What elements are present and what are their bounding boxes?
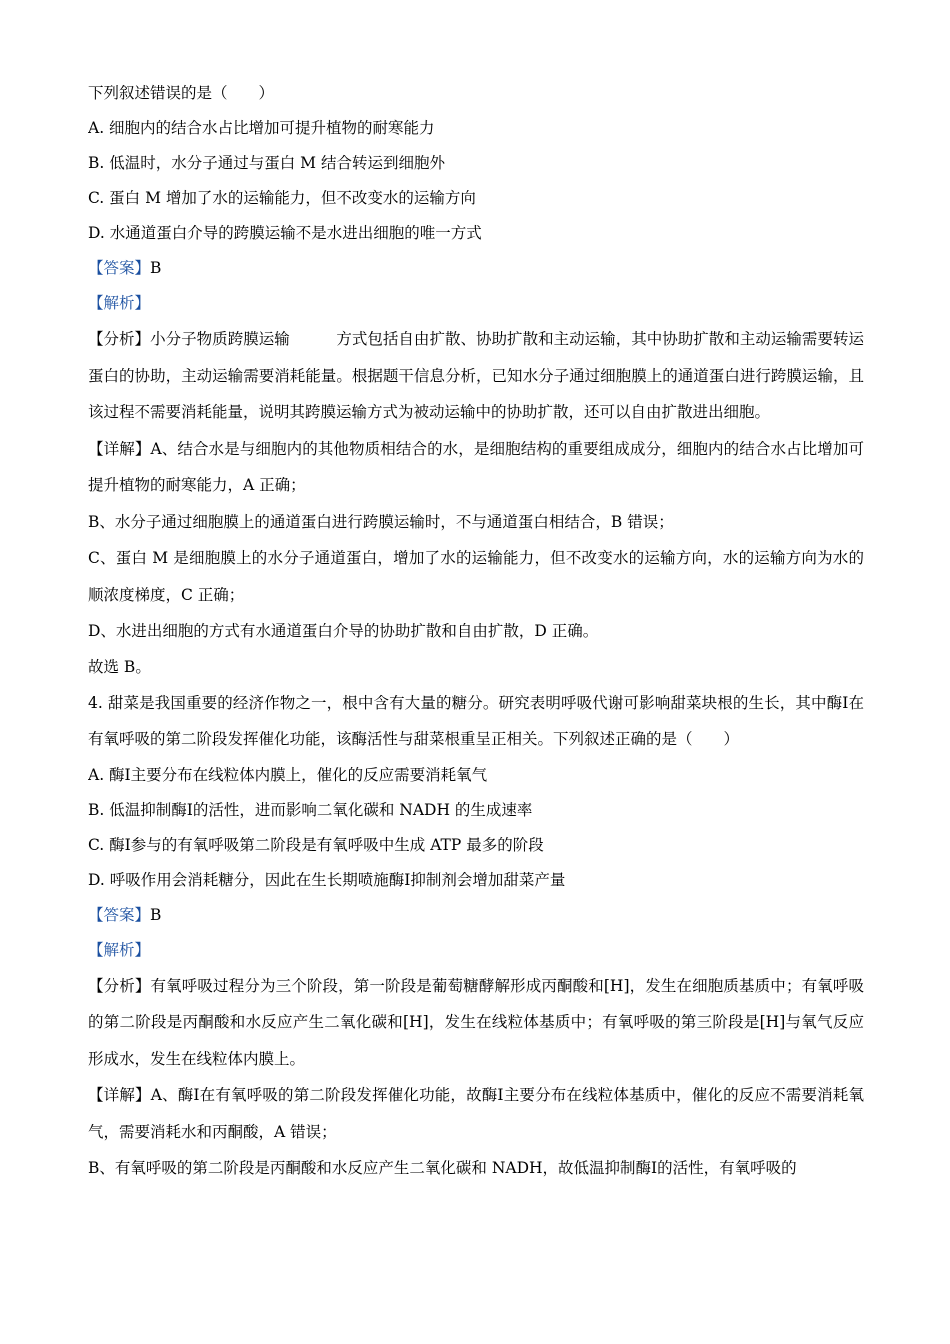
xiangjie-tag: 【详解】 [88,1086,151,1104]
q3-option-c: C. 蛋白 M 增加了水的运输能力，但不改变水的运输方向 [88,189,476,207]
analysis-tag: 【解析】 [88,294,151,312]
xiangjie-a-text: A、结合水是与细胞内的其他物质相结合的水，是细胞结构的重要组成成分，细胞内的结合水占比增加可提升植物的耐寒能力，A 正确； [88,439,864,494]
q3-stem-tail: 下列叙述错误的是（ ） [88,84,275,102]
q3-option-b: B. 低温时，水分子通过与蛋白 M 结合转运到细胞外 [88,154,445,172]
answer-value: B [150,905,162,924]
q4-option-d: D. 呼吸作用会消耗糖分，因此在生长期喷施酶Ⅰ抑制剂会增加甜菜产量 [88,870,566,889]
answer-tag: 【答案】 [88,259,151,277]
q4-option-b: B. 低温抑制酶Ⅰ的活性，进而影响二氧化碳和 NADH 的生成速率 [88,800,533,819]
q3-fenxi [88,321,864,431]
q3-xiangjie-b: B、水分子通过细胞膜上的通道蛋白进行跨膜运输时，不与通道蛋白相结合，B 错误； [88,512,674,531]
q4-stem: 4. 甜菜是我国重要的经济作物之一，根中含有大量的糖分。研究表明呼吸代谢可影响甜菜块根的生长，其中酶Ⅰ在有氧呼吸的第二阶段发挥催化功能，该酶活性与甜菜根重呈正相关。下列叙述正确的是（ ） [88,693,864,748]
q4-analysis-heading [88,933,864,968]
xiangjie-a-text: A、酶Ⅰ在有氧呼吸的第二阶段发挥催化功能，故酶Ⅰ主要分布在线粒体基质中，催化的反应不需要消耗氧气，需要消耗水和丙酮酸，A 错误； [88,1086,864,1141]
q3-option-a: A. 细胞内的结合水占比增加可提升植物的耐寒能力 [88,119,435,137]
q3-option-d: D. 水通道蛋白介导的跨膜运输不是水进出细胞的唯一方式 [88,224,482,242]
analysis-tag: 【解析】 [88,940,151,959]
answer-value: B [150,259,162,277]
q4-fenxi [88,968,864,1078]
q4-answer [88,898,864,933]
fenxi-tag: 【分析】 [88,976,151,995]
q3-xiangjie-a [88,431,864,504]
xiangjie-tag: 【详解】 [88,439,151,458]
q4-option-c: C. 酶Ⅰ参与的有氧呼吸第二阶段是有氧呼吸中生成 ATP 最多的阶段 [88,835,544,854]
fenxi-text: 小分子物质跨膜运输 方式包括自由扩散、协助扩散和主动运输，其中协助扩散和主动运输需要转运蛋白的协助，主动运输需要消耗能量。根据题干信息分析，已知水分子通过细胞膜上的通道蛋白进行跨膜运输，且该过程不需要消耗能量，说明其跨膜运输方式为被动运输中的协助扩散，还可以自由扩散进出细胞。 [88,330,864,421]
fenxi-tag: 【分析】 [88,330,151,348]
q4-xiangjie-a [88,1077,864,1150]
q3-xiangjie-c: C、蛋白 M 是细胞膜上的水分子通道蛋白，增加了水的运输能力，但不改变水的运输方向，水的运输方向为水的顺浓度梯度，C 正确； [88,549,864,604]
q4-xiangjie-b: B、有氧呼吸的第二阶段是丙酮酸和水反应产生二氧化碳和 NADH，故低温抑制酶Ⅰ的活性，有氧呼吸的 [88,1159,797,1177]
fenxi-text: 有氧呼吸过程分为三个阶段，第一阶段是葡萄糖酵解形成丙酮酸和[H]，发生在细胞质基质中；有氧呼吸的第二阶段是丙酮酸和水反应产生二氧化碳和[H]，发生在线粒体基质中；有氧呼吸的第三阶段是[H]与氧气反应形成水，发生在线粒体内膜上。 [88,976,864,1068]
q3-analysis-heading [88,286,864,321]
q4-option-a: A. 酶Ⅰ主要分布在线粒体内膜上，催化的反应需要消耗氧气 [88,765,488,784]
document-page [88,76,864,1187]
q3-xiangjie-d: D、水进出细胞的方式有水通道蛋白介导的协助扩散和自由扩散，D 正确。 [88,622,599,640]
q3-conclusion: 故选 B。 [88,657,151,676]
q3-answer [88,251,864,286]
answer-tag: 【答案】 [88,905,151,924]
